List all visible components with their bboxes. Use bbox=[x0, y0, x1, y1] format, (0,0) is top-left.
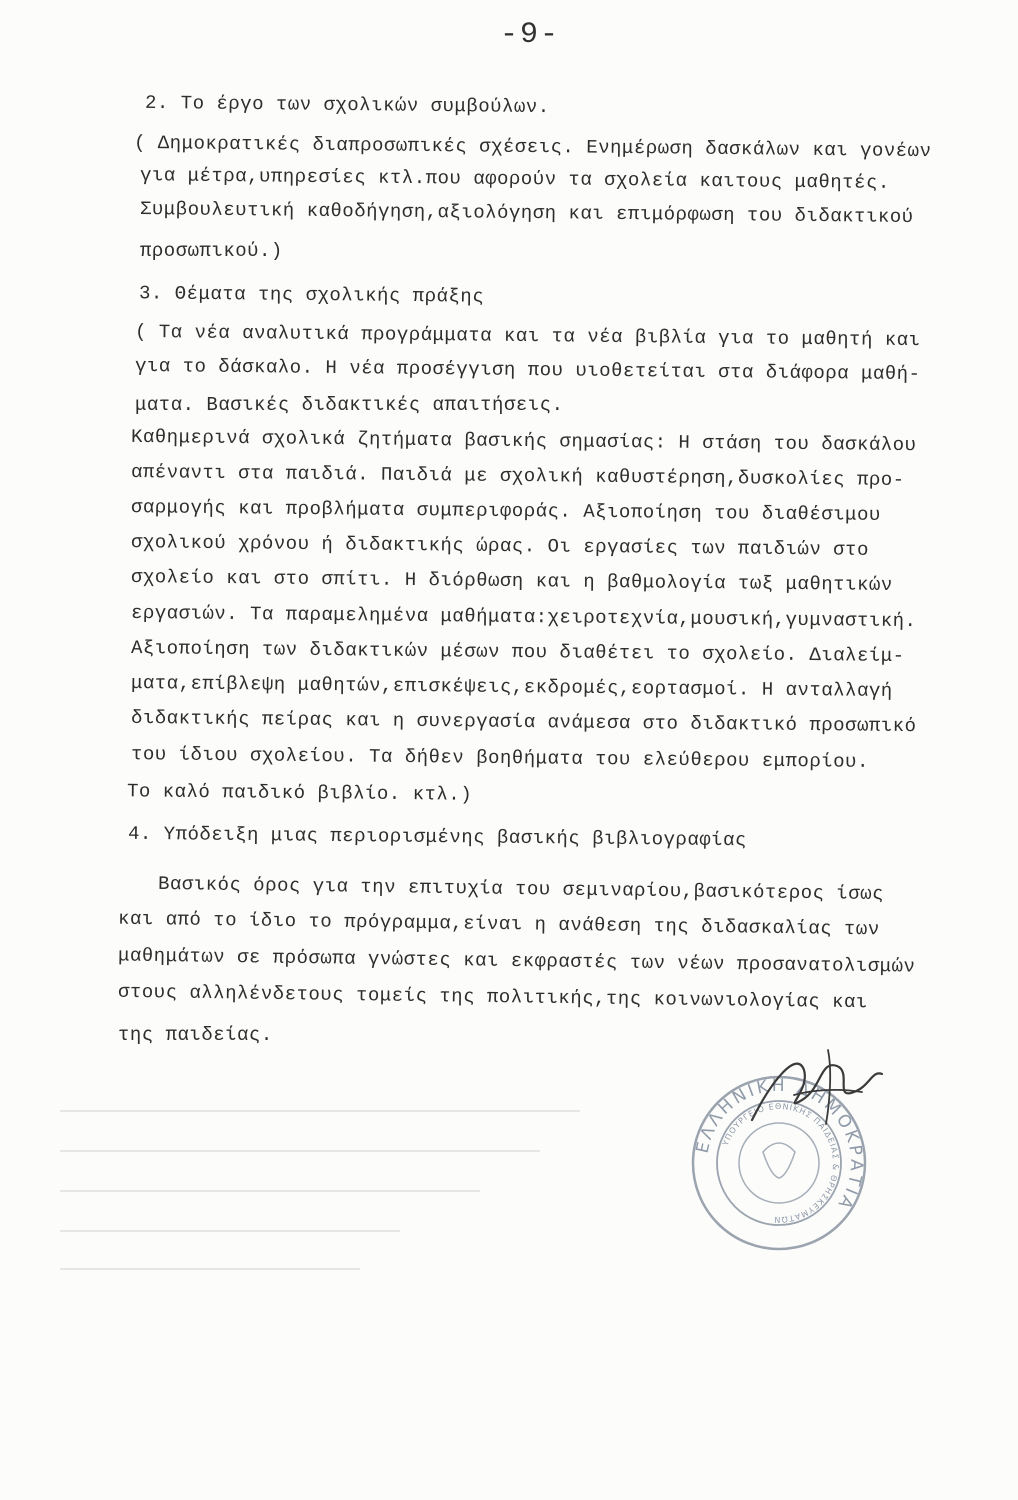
show-through-line bbox=[60, 1230, 400, 1232]
section-2-line: προσωπικού.) bbox=[140, 240, 283, 262]
section-3-line: σαρμογής και προβλήματα συμπεριφοράς. Αξιοποίηση του διαθέσιμου bbox=[130, 496, 881, 526]
show-through-line bbox=[60, 1110, 580, 1112]
section-2-heading: 2. Το έργο των σχολικών συμβούλων. bbox=[144, 91, 550, 119]
section-3-heading: 3. Θέματα της σχολικής πράξης bbox=[138, 282, 485, 308]
section-3-line: σχολικού χρόνου ή διδακτικής ώρας. Οι εργασίες των παιδιών στο bbox=[130, 531, 870, 561]
section-4-line: στους αλληλένδετους τομείς της πολιτικής,της κοινωνιολογίας και bbox=[117, 980, 868, 1014]
section-4-line: της παιδείας. bbox=[118, 1024, 273, 1046]
show-through-line bbox=[60, 1190, 480, 1192]
show-through-line bbox=[60, 1150, 540, 1152]
section-2-line: για μέτρα,υπηρεσίες κτλ.που αφορούν τα σχολεία καιτους μαθητές. bbox=[139, 164, 890, 194]
section-3-line: για το δάσκαλο. Η νέα προσέγγιση που υιοθετείται στα διάφορα μαθή- bbox=[134, 354, 921, 386]
section-3-line: ματα,επίβλεψη μαθητών,επισκέψεις,εκδρομές,εορτασμοί. Η ανταλλαγή bbox=[130, 672, 893, 702]
seal-emblem bbox=[763, 1143, 795, 1178]
section-3-line: σχολείο και στο σπίτι. Η διόρθωση και η βαθμολογία τωξ μαθητικών bbox=[130, 566, 893, 596]
section-3-line: εργασιών. Τα παραμελημένα μαθήματα:χειροτεχνία,μουσική,γυμναστική. bbox=[130, 601, 917, 633]
section-4-line: Βασικός όρος για την επιτυχία του σεμιναρίου,βασικότερος ίσως bbox=[157, 872, 885, 906]
section-3-line: του ίδιου σχολείου. Τα δήθεν βοηθήματα του ελεύθερου εμπορίου. bbox=[130, 743, 870, 773]
section-3-line: Καθημερινά σχολικά ζητήματα βασικής σημασίας: Η στάση του δασκάλου bbox=[130, 425, 917, 457]
page-number: -9- bbox=[500, 18, 561, 52]
show-through-line bbox=[60, 1268, 360, 1270]
section-3-line: Αξιοποίηση των διδακτικών μέσων που διαθέτει το σχολείο. Διαλείμ- bbox=[130, 636, 905, 668]
section-2-line: ( Δημοκρατικές διαπροσωπικές σχέσεις. Ενημέρωση δασκάλων και γονέων bbox=[133, 131, 932, 163]
seal-outer-text: ΕΛΛΗΝΙΚΗ ΔΗΜΟΚΡΑΤΙΑ bbox=[692, 1075, 867, 1215]
section-3-line: απέναντι στα παιδιά. Παιδιά με σχολική καθυστέρηση,δυσκολίες προ- bbox=[130, 460, 905, 492]
section-4-line: και από το ίδιο το πρόγραμμα,είναι η ανάθεση της διδασκαλίας των bbox=[117, 907, 880, 941]
section-3-line: διδακτικής πείρας και η συνεργασία ανάμεσα στο διδακτικό προσωπικό bbox=[130, 706, 917, 738]
section-2-line: Συμβουλευτική καθοδήγηση,αξιολόγηση και επιμόρφωση του διδακτικού bbox=[139, 197, 914, 229]
section-4-heading: 4. Υπόδειξη μιας περιορισμένης βασικής βιβλιογραφίας bbox=[127, 822, 748, 852]
section-3-line: ( Τα νέα αναλυτικά προγράμματα και τα νέα βιβλία για το μαθητή και bbox=[134, 320, 921, 352]
section-3-line: ματα. Βασικές διδακτικές απαιτήσεις. bbox=[135, 394, 564, 416]
seal-inner-text: ΥΠΟΥΡΓΕΙΟ ΕΘΝΙΚΗΣ ΠΑΙΔΕΙΑΣ & ΘΡΗΣΚΕΥΜΑΤΩΝ bbox=[721, 1101, 841, 1225]
signature-icon bbox=[742, 1040, 892, 1140]
section-4-line: μαθημάτων σε πρόσωπα γνώστες και εκφραστές των νέων προσανατολισμών bbox=[117, 944, 916, 978]
section-3-line: Το καλό παιδικό βιβλίο. κτλ.) bbox=[126, 780, 473, 806]
